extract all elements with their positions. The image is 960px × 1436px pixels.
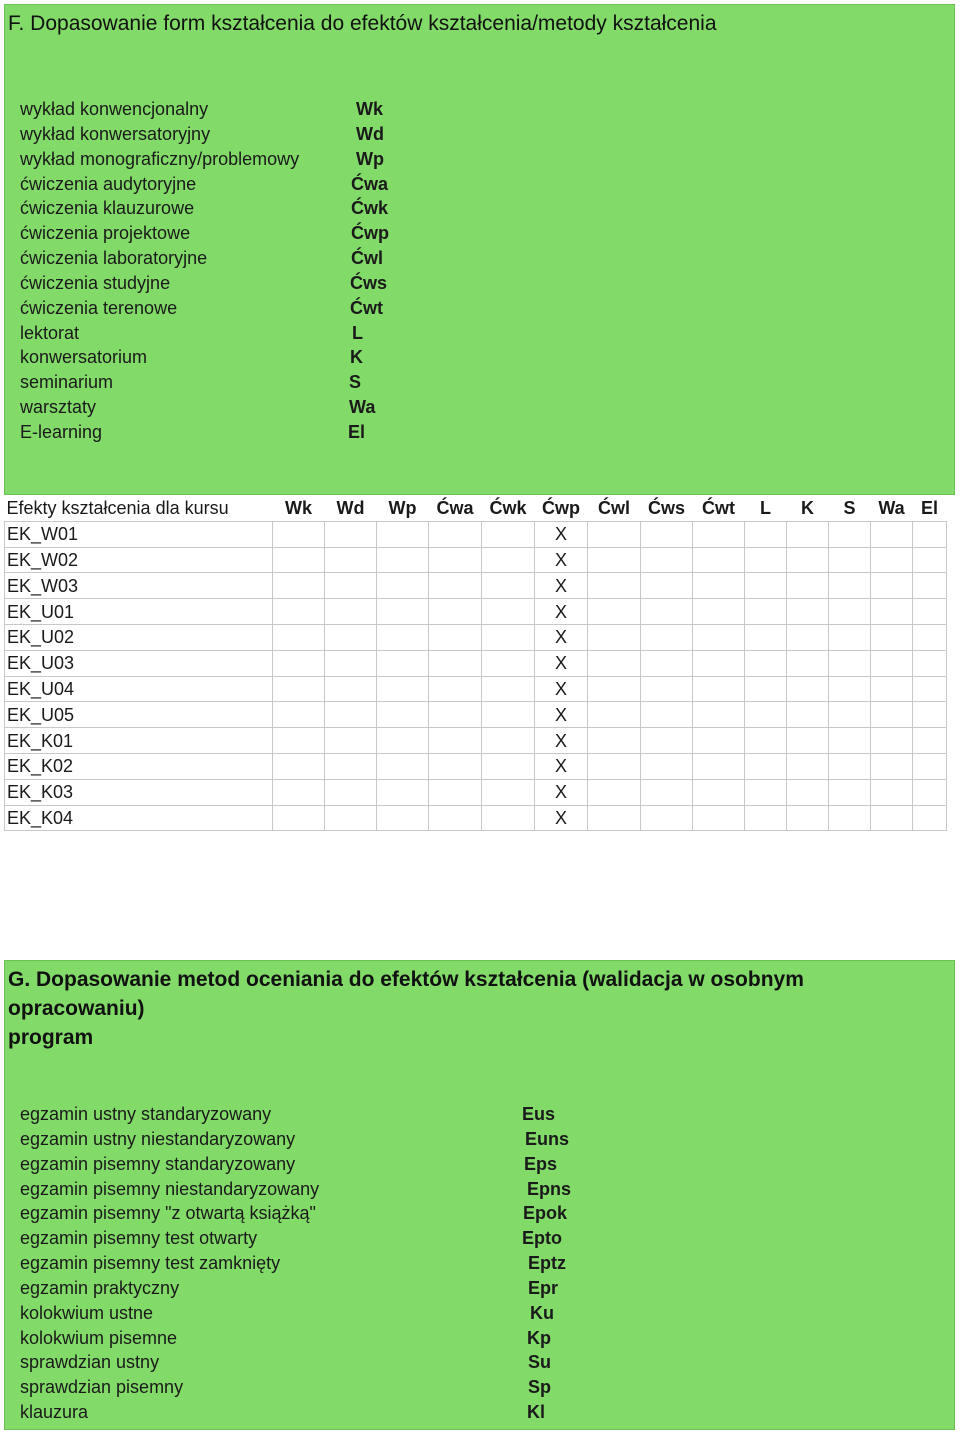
matrix-cell [641, 779, 693, 805]
matrix-cell [429, 624, 482, 650]
matrix-cell [588, 753, 641, 779]
matrix-cell [325, 624, 377, 650]
assessment-method-row [20, 1301, 660, 1326]
matrix-cell [787, 702, 829, 728]
matrix-cell: X [535, 779, 588, 805]
matrix-cell: X [535, 624, 588, 650]
matrix-col-header: Ćwk [482, 496, 535, 521]
matrix-cell [429, 599, 482, 625]
assessment-method-name: egzamin pisemny "z otwartą książką" [20, 1203, 316, 1224]
matrix-col-header: Ćwa [429, 496, 482, 521]
matrix-cell [693, 599, 745, 625]
matrix-cell [588, 676, 641, 702]
matrix-cell [913, 753, 947, 779]
matrix-cell [429, 650, 482, 676]
assessment-method-code: Kl [527, 1402, 545, 1423]
matrix-cell [482, 521, 535, 547]
matrix-cell [273, 702, 325, 728]
assessment-method-name: sprawdzian pisemny [20, 1377, 184, 1398]
teaching-form-code: Wa [349, 397, 376, 418]
effect-code: EK_K03 [5, 779, 273, 805]
matrix-cell [429, 676, 482, 702]
matrix-cell [641, 521, 693, 547]
matrix-cell [787, 521, 829, 547]
matrix-cell [273, 753, 325, 779]
assessment-method-name: klauzura [20, 1402, 89, 1423]
table-row [5, 547, 947, 573]
matrix-cell [482, 624, 535, 650]
matrix-cell [273, 573, 325, 599]
matrix-cell [641, 676, 693, 702]
matrix-cell [745, 624, 787, 650]
effect-code: EK_U03 [5, 650, 273, 676]
assessment-method-code: Epr [528, 1277, 559, 1298]
matrix-cell: X [535, 728, 588, 754]
matrix-cell [273, 805, 325, 831]
matrix-cell [787, 599, 829, 625]
matrix-cell [429, 573, 482, 599]
matrix-cell [829, 676, 871, 702]
matrix-cell [871, 728, 913, 754]
teaching-form-code: Ćwa [351, 173, 389, 194]
matrix-cell [377, 753, 429, 779]
matrix-cell [482, 805, 535, 831]
effect-code: EK_K04 [5, 805, 273, 831]
teaching-form-name: seminarium [20, 372, 114, 393]
teaching-form-name: wykład konwersatoryjny [20, 123, 211, 144]
assessment-method-row [20, 1127, 660, 1152]
teaching-form-name: ćwiczenia klauzurowe [20, 198, 195, 219]
assessment-method-code: Epok [523, 1203, 568, 1224]
matrix-col-header: S [829, 496, 871, 521]
matrix-cell [871, 521, 913, 547]
matrix-cell [482, 779, 535, 805]
teaching-form-code: Ćwk [351, 198, 389, 219]
matrix-cell [913, 702, 947, 728]
matrix-cell [641, 728, 693, 754]
matrix-cell [482, 599, 535, 625]
matrix-cell [377, 779, 429, 805]
matrix-cell [325, 521, 377, 547]
matrix-cell [377, 650, 429, 676]
teaching-form-code: Ćwp [351, 223, 389, 244]
matrix-cell [325, 573, 377, 599]
teaching-form-name: warsztaty [20, 397, 97, 418]
assessment-method-row [20, 1251, 660, 1276]
matrix-cell [325, 676, 377, 702]
matrix-header-row [5, 496, 947, 521]
assessment-method-code: Ku [530, 1302, 554, 1323]
matrix-cell [641, 805, 693, 831]
matrix-cell [787, 547, 829, 573]
matrix-cell [913, 547, 947, 573]
matrix-cell [871, 624, 913, 650]
assessment-method-row [20, 1102, 660, 1127]
matrix-cell: X [535, 547, 588, 573]
matrix-cell [829, 779, 871, 805]
matrix-cell: X [535, 753, 588, 779]
matrix-cell [273, 521, 325, 547]
assessment-method-row [20, 1201, 660, 1226]
assessment-method-code: Eptz [528, 1253, 566, 1274]
teaching-form-code: K [350, 347, 363, 368]
teaching-form-name: E-learning [20, 421, 103, 442]
section-g-title [8, 965, 888, 1052]
teaching-form-row [20, 221, 460, 246]
matrix-cell [745, 728, 787, 754]
matrix-cell [871, 650, 913, 676]
teaching-form-row [20, 321, 460, 346]
matrix-cell [913, 779, 947, 805]
matrix-col-header: K [787, 496, 829, 521]
matrix-cell [325, 779, 377, 805]
table-row [5, 779, 947, 805]
matrix-cell [787, 624, 829, 650]
matrix-cell [745, 521, 787, 547]
matrix-cell [829, 547, 871, 573]
assessment-method-code: Epto [522, 1228, 562, 1249]
matrix-cell [429, 779, 482, 805]
teaching-form-row [20, 196, 460, 221]
teaching-form-name: wykład monograficzny/problemowy [20, 148, 300, 169]
matrix-cell [588, 599, 641, 625]
teaching-form-code: Wp [356, 148, 384, 169]
matrix-cell [693, 702, 745, 728]
matrix-cell [693, 728, 745, 754]
matrix-cell [829, 702, 871, 728]
matrix-cell [429, 728, 482, 754]
matrix-cell [482, 547, 535, 573]
matrix-col-header: El [913, 496, 947, 521]
matrix-cell [787, 779, 829, 805]
teaching-form-row [20, 172, 460, 197]
matrix-cell: X [535, 599, 588, 625]
assessment-method-name: egzamin pisemny test otwarty [20, 1228, 258, 1249]
matrix-cell [913, 676, 947, 702]
section-g-subtitle: program [8, 1026, 94, 1049]
matrix-cell [829, 650, 871, 676]
assessment-method-name: egzamin pisemny test zamknięty [20, 1253, 281, 1274]
teaching-form-name: ćwiczenia studyjne [20, 272, 171, 293]
matrix-cell [273, 599, 325, 625]
matrix-cell [641, 573, 693, 599]
matrix-cell [787, 676, 829, 702]
matrix-cell [913, 521, 947, 547]
assessment-method-name: sprawdzian ustny [20, 1352, 160, 1373]
matrix-cell [377, 676, 429, 702]
matrix-cell [588, 624, 641, 650]
matrix-cell [871, 547, 913, 573]
matrix-col-header: Wk [273, 496, 325, 521]
matrix-cell [829, 573, 871, 599]
matrix-cell [913, 805, 947, 831]
table-row [5, 676, 947, 702]
teaching-form-code: Wk [356, 99, 383, 119]
assessment-methods-legend [20, 1102, 660, 1425]
matrix-cell [693, 676, 745, 702]
effect-code: EK_K02 [5, 753, 273, 779]
teaching-form-code: El [348, 421, 366, 442]
table-row [5, 573, 947, 599]
table-row [5, 624, 947, 650]
effect-code: EK_U05 [5, 702, 273, 728]
matrix-cell [325, 702, 377, 728]
matrix-cell [325, 547, 377, 573]
matrix-cell [913, 728, 947, 754]
assessment-method-row [20, 1350, 660, 1375]
assessment-method-row [20, 1276, 660, 1301]
table-row [5, 650, 947, 676]
teaching-form-name: ćwiczenia terenowe [20, 297, 178, 318]
teaching-form-code: L [352, 322, 363, 343]
matrix-cell [745, 599, 787, 625]
matrix-col-header: Ćwt [693, 496, 745, 521]
matrix-cell [325, 650, 377, 676]
effect-code: EK_W03 [5, 573, 273, 599]
matrix-cell [829, 805, 871, 831]
matrix-cell [377, 728, 429, 754]
matrix-cell [377, 599, 429, 625]
teaching-form-row [20, 395, 460, 420]
matrix-cell [641, 624, 693, 650]
matrix-cell: X [535, 805, 588, 831]
assessment-method-name: egzamin ustny standaryzowany [20, 1104, 272, 1124]
matrix-cell: X [535, 702, 588, 728]
teaching-form-name: ćwiczenia audytoryjne [20, 173, 197, 194]
effect-code: EK_W01 [5, 521, 273, 547]
matrix-cell [745, 573, 787, 599]
assessment-method-code: Kp [527, 1327, 551, 1348]
table-row [5, 805, 947, 831]
table-row [5, 728, 947, 754]
section-f-title: F. Dopasowanie form kształcenia do efektów kształcenia/metody kształcenia [8, 12, 717, 35]
matrix-cell [829, 624, 871, 650]
matrix-cell [693, 547, 745, 573]
teaching-form-name: wykład konwencjonalny [20, 99, 209, 119]
matrix-cell [588, 547, 641, 573]
teaching-form-code: S [349, 372, 362, 393]
matrix-cell [273, 728, 325, 754]
matrix-col-header: Ćws [641, 496, 693, 521]
matrix-cell [377, 624, 429, 650]
matrix-cell [588, 650, 641, 676]
matrix-cell [482, 753, 535, 779]
matrix-col-header: L [745, 496, 787, 521]
teaching-form-code: Ćwl [351, 248, 384, 269]
assessment-method-code: Epns [527, 1178, 572, 1199]
table-row [5, 599, 947, 625]
matrix-cell [693, 650, 745, 676]
assessment-method-name: egzamin pisemny standaryzowany [20, 1153, 296, 1174]
matrix-cell [745, 650, 787, 676]
matrix-cell [377, 573, 429, 599]
matrix-cell [745, 702, 787, 728]
teaching-form-row [20, 97, 460, 122]
teaching-forms-legend [20, 97, 460, 445]
teaching-form-row [20, 122, 460, 147]
matrix-col-header: Wa [871, 496, 913, 521]
assessment-method-row [20, 1326, 660, 1351]
teaching-form-name: ćwiczenia laboratoryjne [20, 248, 208, 269]
assessment-method-name: kolokwium pisemne [20, 1327, 178, 1348]
matrix-cell [871, 573, 913, 599]
matrix-col-header: Ćwl [588, 496, 641, 521]
matrix-cell [693, 573, 745, 599]
table-row [5, 753, 947, 779]
matrix-cell [787, 650, 829, 676]
assessment-method-name: kolokwium ustne [20, 1302, 154, 1323]
matrix-cell [273, 624, 325, 650]
matrix-cell [273, 547, 325, 573]
matrix-col-header: Ćwp [535, 496, 588, 521]
matrix-cell [871, 753, 913, 779]
assessment-method-name: egzamin ustny niestandaryzowany [20, 1128, 296, 1149]
matrix-header-label: Efekty kształcenia dla kursu [5, 496, 273, 521]
assessment-method-row [20, 1152, 660, 1177]
matrix-cell [871, 676, 913, 702]
matrix-cell [377, 805, 429, 831]
matrix-cell [693, 521, 745, 547]
matrix-cell [693, 779, 745, 805]
matrix-cell [641, 702, 693, 728]
matrix-cell [377, 521, 429, 547]
matrix-cell [871, 702, 913, 728]
matrix-cell [273, 676, 325, 702]
matrix-cell [641, 599, 693, 625]
matrix-cell [871, 805, 913, 831]
assessment-method-code: Sp [528, 1377, 552, 1398]
matrix-cell [588, 728, 641, 754]
teaching-form-code: Ćwt [350, 297, 383, 318]
matrix-cell [913, 573, 947, 599]
matrix-cell [429, 702, 482, 728]
assessment-method-name: egzamin pisemny niestandaryzowany [20, 1178, 320, 1199]
effect-code: EK_K01 [5, 728, 273, 754]
matrix-cell [787, 753, 829, 779]
teaching-form-row [20, 147, 460, 172]
assessment-method-code: Eus [522, 1104, 556, 1124]
matrix-cell [745, 547, 787, 573]
matrix-cell [588, 779, 641, 805]
matrix-cell [913, 650, 947, 676]
effect-code: EK_U01 [5, 599, 273, 625]
matrix-cell [829, 599, 871, 625]
matrix-cell [787, 805, 829, 831]
matrix-cell [588, 521, 641, 547]
teaching-form-code: Ćws [350, 272, 388, 293]
teaching-form-row [20, 420, 460, 445]
effect-code: EK_W02 [5, 547, 273, 573]
matrix-cell [693, 805, 745, 831]
assessment-method-code: Eps [524, 1153, 558, 1174]
matrix-cell [829, 753, 871, 779]
matrix-cell [745, 753, 787, 779]
effects-forms-matrix [4, 496, 947, 831]
assessment-method-row [20, 1400, 660, 1425]
teaching-form-row [20, 296, 460, 321]
matrix-cell [429, 753, 482, 779]
matrix-cell [787, 728, 829, 754]
matrix-cell [745, 805, 787, 831]
teaching-form-row [20, 246, 460, 271]
matrix-cell [273, 650, 325, 676]
assessment-method-row [20, 1375, 660, 1400]
matrix-cell [325, 599, 377, 625]
matrix-cell [482, 676, 535, 702]
matrix-cell [913, 599, 947, 625]
matrix-cell [588, 702, 641, 728]
table-row [5, 521, 947, 547]
matrix-cell [829, 521, 871, 547]
matrix-cell [913, 624, 947, 650]
matrix-cell [482, 650, 535, 676]
matrix-cell [482, 728, 535, 754]
matrix-cell: X [535, 650, 588, 676]
matrix-col-header: Wd [325, 496, 377, 521]
matrix-cell [829, 728, 871, 754]
matrix-cell [325, 753, 377, 779]
matrix-cell [745, 676, 787, 702]
matrix-cell [641, 753, 693, 779]
matrix-cell [377, 547, 429, 573]
matrix-cell [641, 547, 693, 573]
matrix-cell: X [535, 573, 588, 599]
assessment-method-code: Euns [525, 1128, 570, 1149]
matrix-cell [693, 753, 745, 779]
matrix-cell: X [535, 521, 588, 547]
matrix-cell [429, 547, 482, 573]
effect-code: EK_U02 [5, 624, 273, 650]
assessment-method-code: Su [528, 1352, 552, 1373]
teaching-form-name: lektorat [20, 322, 80, 343]
matrix-cell [429, 805, 482, 831]
section-g-title-text: G. Dopasowanie metod oceniania do efektów kształcenia (walidacja w osobnym opracowaniu) [8, 968, 804, 1020]
matrix-cell [641, 650, 693, 676]
matrix-cell [588, 805, 641, 831]
teaching-form-row [20, 370, 460, 395]
matrix-cell [429, 521, 482, 547]
matrix-cell [693, 624, 745, 650]
matrix-cell [871, 599, 913, 625]
assessment-method-row [20, 1177, 660, 1202]
matrix-cell [325, 728, 377, 754]
matrix-cell: X [535, 676, 588, 702]
assessment-method-row [20, 1226, 660, 1251]
matrix-cell [482, 573, 535, 599]
matrix-cell [482, 702, 535, 728]
matrix-cell [871, 779, 913, 805]
matrix-cell [745, 779, 787, 805]
teaching-form-row [20, 271, 460, 296]
matrix-cell [588, 573, 641, 599]
table-row [5, 702, 947, 728]
teaching-form-code: Wd [356, 123, 384, 144]
matrix-cell [787, 573, 829, 599]
teaching-form-row [20, 345, 460, 370]
teaching-form-name: ćwiczenia projektowe [20, 223, 191, 244]
effect-code: EK_U04 [5, 676, 273, 702]
matrix-cell [377, 702, 429, 728]
assessment-method-name: egzamin praktyczny [20, 1277, 180, 1298]
matrix-cell [325, 805, 377, 831]
teaching-form-name: konwersatorium [20, 347, 148, 368]
matrix-col-header: Wp [377, 496, 429, 521]
matrix-cell [273, 779, 325, 805]
